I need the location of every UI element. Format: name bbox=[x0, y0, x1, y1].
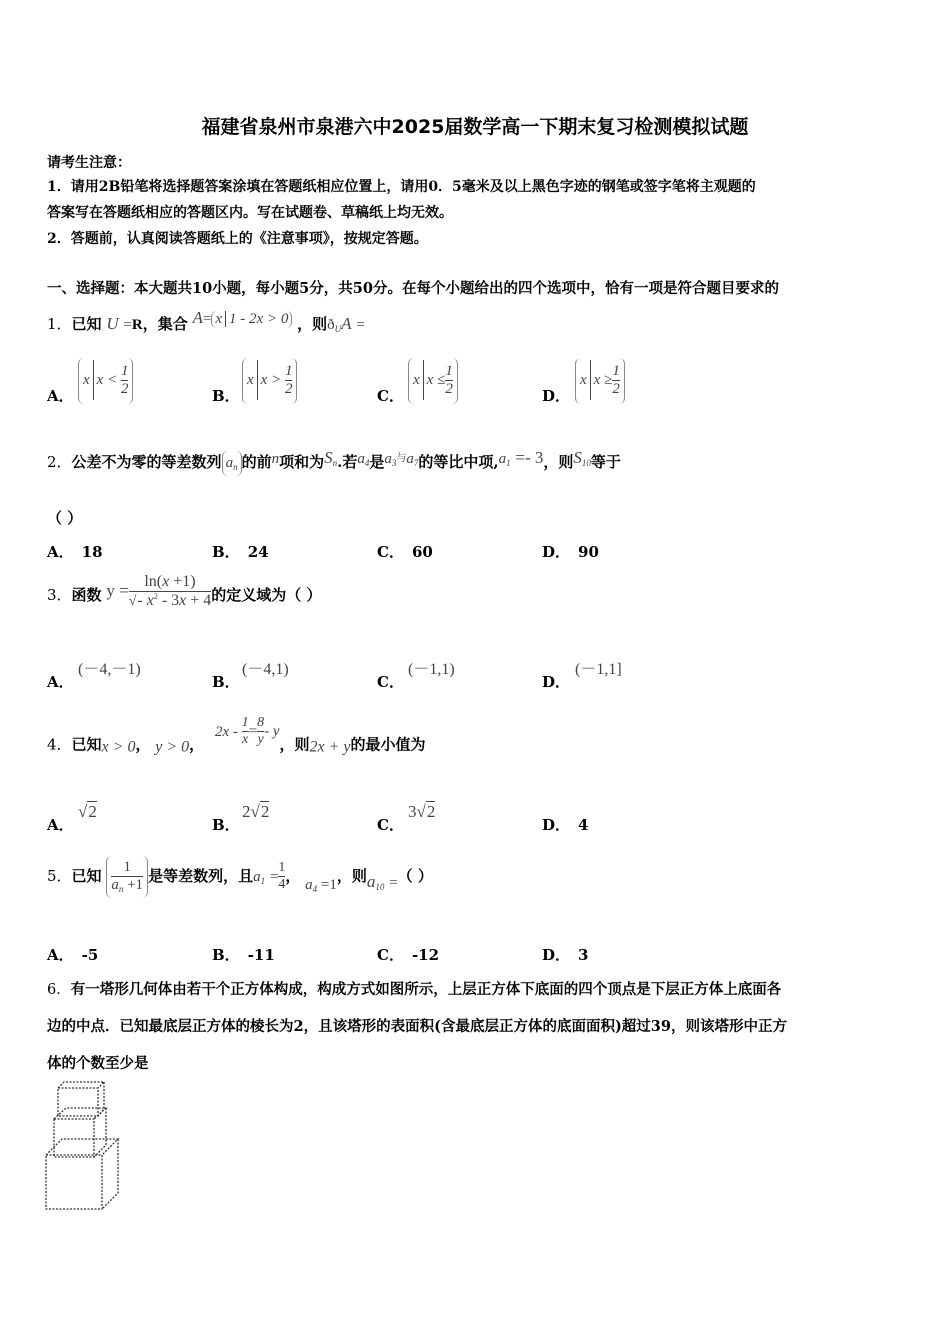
q4-option-c-label: C． bbox=[377, 816, 404, 834]
bottom-cube-front bbox=[46, 1155, 102, 1209]
section-heading: 一、选择题：本大题共10小题，每小题5分，共50分。在每个小题给出的四个选项中，恰有一项是符合题目要求的 bbox=[47, 280, 779, 297]
notice-heading: 请考生注意： bbox=[47, 155, 131, 171]
q1-option-c-label: C． bbox=[377, 387, 404, 405]
q4-option-a-label: A． bbox=[47, 816, 74, 834]
tower-figure bbox=[40, 1078, 130, 1214]
q4-option-d[interactable]: D． 4 bbox=[542, 816, 589, 834]
question-6-line2: 边的中点．已知最底层正方体的棱长为2，且该塔形的表面积(含最底层正方体的底面面积)超过39，则该塔形中正方 bbox=[47, 1018, 787, 1035]
q1-option-b-label: B． bbox=[212, 387, 240, 405]
question-6-line1: 6．有一塔形几何体由若干个正方体构成，构成方式如图所示，上层正方体下底面的四个顶点是下层正方体上底面各 bbox=[47, 981, 782, 998]
middle-cube-top bbox=[54, 1108, 106, 1119]
question-4: 4．已知x > 0， y > 0， 2x - $\frac{1}{x}$ = $\frac{8}{y}$ - y，则2x + y的最小值为 bbox=[47, 715, 426, 756]
top-cube-side bbox=[98, 1082, 104, 1116]
q1-option-d[interactable]: x x ≥ $\frac{1}{2}$ bbox=[575, 358, 625, 404]
q2-paren: （ ） bbox=[47, 509, 83, 527]
q1-option-d-label: D． bbox=[542, 387, 571, 405]
q1-option-b[interactable]: x x > $\frac{1}{2}$ bbox=[242, 358, 297, 404]
q2-option-c[interactable]: C． 60 bbox=[377, 543, 433, 561]
bottom-cube-side bbox=[102, 1139, 118, 1209]
q4-option-b-label: B． bbox=[212, 816, 240, 834]
q1-option-a[interactable]: x x < $\frac{1}{2}$ bbox=[78, 358, 133, 404]
question-1: 1．已知 U =R，集合 A= x 1 - 2x > 0 ，则$ð_UA$ = bbox=[47, 308, 365, 334]
q2-option-a[interactable]: A． 18 bbox=[47, 543, 103, 561]
q4-option-a[interactable]: √2 bbox=[78, 802, 97, 821]
notice-line1: 1．请用2B铅笔将选择题答案涂填在答题纸相应位置上，请用0．5毫米及以上黑色字迹的钢笔或签字笔将主观题的 bbox=[47, 179, 756, 195]
question-5: 5．已知 $\frac{1}{a_n +1}$ 是等差数列，且$a_1$ = $\frac{1}{4}$ ， $a_4 =1$，则$a_{10}$ =（ ） bbox=[47, 856, 433, 898]
page-title: 福建省泉州市泉港六中2025届数学高一下期末复习检测模拟试题 bbox=[201, 116, 749, 138]
q5-option-a[interactable]: A． -5 bbox=[47, 946, 99, 964]
q3-option-d-label: D． bbox=[542, 673, 571, 691]
q3-option-c[interactable]: (－1,1) bbox=[408, 661, 455, 678]
middle-cube-front bbox=[54, 1119, 94, 1157]
top-cube-front bbox=[58, 1088, 98, 1116]
bottom-cube-top bbox=[46, 1139, 118, 1155]
notice-line2: 2．答题前，认真阅读答题纸上的《注意事项》，按规定答题。 bbox=[47, 231, 428, 247]
question-2: 2．公差不为零的等差数列 $a_n$ 的前n项和为$S_n$.若$a_4$是$a_3^与a_7$的等比中项$,a_1 =- 3$，则$S_{10}$等于 bbox=[47, 448, 621, 476]
top-cube-top bbox=[58, 1082, 104, 1088]
q5-option-d[interactable]: D． 3 bbox=[542, 946, 589, 964]
q1-option-a-label: A． bbox=[47, 387, 74, 405]
q3-option-b[interactable]: (－4,1) bbox=[242, 661, 289, 678]
middle-cube-side bbox=[94, 1108, 106, 1157]
question-3: 3．函数 y = $\frac{\ln(x +1)}{√- x^2 - 3x + 4}$ 的定义域为（ ） bbox=[47, 573, 322, 609]
q2-option-d[interactable]: D． 90 bbox=[542, 543, 599, 561]
q1-option-c[interactable]: x x ≤ $\frac{1}{2}$ bbox=[408, 358, 458, 404]
question-6-line3: 体的个数至少是 bbox=[47, 1055, 149, 1072]
q3-option-c-label: C． bbox=[377, 673, 404, 691]
q5-option-c[interactable]: C． -12 bbox=[377, 946, 440, 964]
q5-option-b[interactable]: B． -11 bbox=[212, 946, 275, 964]
q4-option-c[interactable]: 3√2 bbox=[408, 802, 436, 821]
q3-option-d[interactable]: (－1,1] bbox=[575, 661, 622, 678]
q3-option-a[interactable]: (－4,－1) bbox=[78, 661, 141, 678]
q3-option-a-label: A． bbox=[47, 673, 74, 691]
notice-line1b: 答案写在答题纸相应的答题区内。写在试题卷、草稿纸上均无效。 bbox=[47, 205, 453, 221]
q2-option-b[interactable]: B． 24 bbox=[212, 543, 269, 561]
q3-option-b-label: B． bbox=[212, 673, 240, 691]
q4-option-b[interactable]: 2√2 bbox=[242, 802, 270, 821]
